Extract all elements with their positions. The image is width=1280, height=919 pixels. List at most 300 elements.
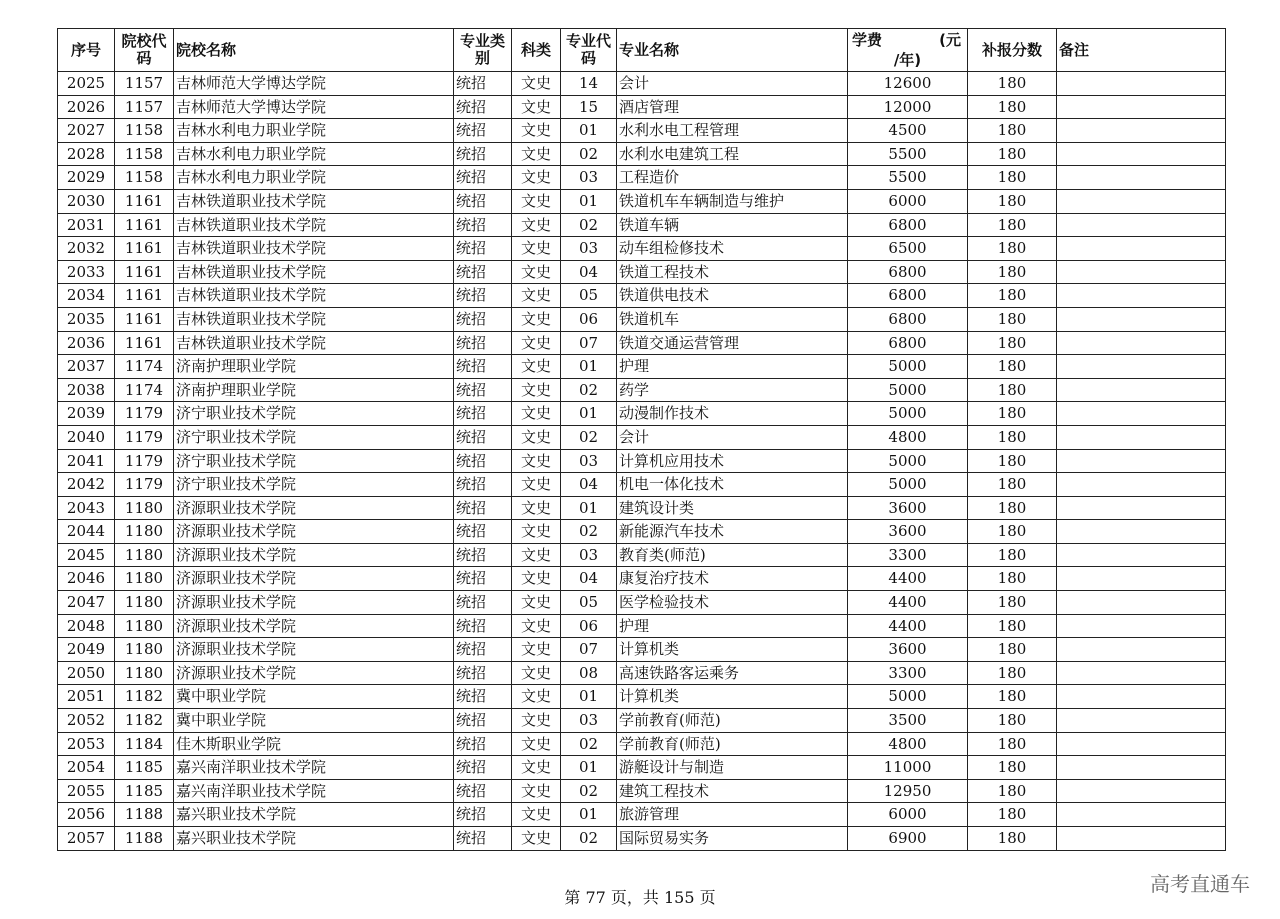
cell-subject: 文史 bbox=[512, 331, 561, 355]
cell-seq: 2032 bbox=[58, 237, 115, 261]
cell-school-name: 吉林水利电力职业学院 bbox=[174, 166, 454, 190]
cell-major-code: 01 bbox=[561, 402, 617, 426]
table-row bbox=[58, 803, 1226, 827]
cell-major-name: 药学 bbox=[617, 378, 848, 402]
cell-major-type: 统招 bbox=[454, 496, 512, 520]
cell-fee: 4400 bbox=[848, 591, 968, 615]
cell-major-code: 01 bbox=[561, 496, 617, 520]
cell-major-code: 04 bbox=[561, 473, 617, 497]
cell-major-name: 护理 bbox=[617, 355, 848, 379]
cell-major-name: 会计 bbox=[617, 72, 848, 96]
cell-school-name: 济源职业技术学院 bbox=[174, 638, 454, 662]
cell-major-name: 水利水电建筑工程 bbox=[617, 142, 848, 166]
cell-note bbox=[1057, 142, 1226, 166]
cell-major-type: 统招 bbox=[454, 614, 512, 638]
cell-major-type: 统招 bbox=[454, 425, 512, 449]
cell-major-code: 06 bbox=[561, 614, 617, 638]
cell-seq: 2035 bbox=[58, 307, 115, 331]
table-row bbox=[58, 378, 1226, 402]
cell-subject: 文史 bbox=[512, 402, 561, 426]
header-seq: 序号 bbox=[58, 29, 115, 72]
watermark: 高考直通车 bbox=[1150, 872, 1250, 896]
cell-school-code: 1161 bbox=[115, 237, 174, 261]
table-row bbox=[58, 661, 1226, 685]
cell-major-name: 动车组检修技术 bbox=[617, 237, 848, 261]
cell-major-name: 新能源汽车技术 bbox=[617, 520, 848, 544]
cell-major-code: 01 bbox=[561, 685, 617, 709]
cell-major-name: 康复治疗技术 bbox=[617, 567, 848, 591]
cell-score: 180 bbox=[968, 449, 1057, 473]
cell-major-name: 建筑设计类 bbox=[617, 496, 848, 520]
cell-school-code: 1157 bbox=[115, 72, 174, 96]
cell-school-name: 冀中职业学院 bbox=[174, 709, 454, 733]
header-fee-label: 学费 bbox=[852, 31, 883, 49]
cell-school-name: 嘉兴职业技术学院 bbox=[174, 803, 454, 827]
cell-major-code: 15 bbox=[561, 95, 617, 119]
table-row bbox=[58, 142, 1226, 166]
cell-seq: 2042 bbox=[58, 473, 115, 497]
header-school-name: 院校名称 bbox=[174, 29, 454, 72]
cell-fee: 3600 bbox=[848, 496, 968, 520]
cell-school-name: 吉林铁道职业技术学院 bbox=[174, 284, 454, 308]
cell-school-name: 济源职业技术学院 bbox=[174, 591, 454, 615]
cell-note bbox=[1057, 591, 1226, 615]
table-row bbox=[58, 402, 1226, 426]
cell-note bbox=[1057, 827, 1226, 851]
cell-major-code: 02 bbox=[561, 213, 617, 237]
cell-seq: 2034 bbox=[58, 284, 115, 308]
cell-major-type: 统招 bbox=[454, 803, 512, 827]
cell-note bbox=[1057, 496, 1226, 520]
cell-major-type: 统招 bbox=[454, 473, 512, 497]
cell-major-name: 水利水电工程管理 bbox=[617, 119, 848, 143]
cell-school-name: 吉林水利电力职业学院 bbox=[174, 142, 454, 166]
cell-major-type: 统招 bbox=[454, 661, 512, 685]
cell-school-name: 吉林铁道职业技术学院 bbox=[174, 237, 454, 261]
cell-school-name: 冀中职业学院 bbox=[174, 685, 454, 709]
cell-major-name: 会计 bbox=[617, 425, 848, 449]
header-note: 备注 bbox=[1057, 29, 1226, 72]
table-row bbox=[58, 237, 1226, 261]
cell-seq: 2052 bbox=[58, 709, 115, 733]
cell-subject: 文史 bbox=[512, 779, 561, 803]
header-major-name: 专业名称 bbox=[617, 29, 848, 72]
cell-seq: 2051 bbox=[58, 685, 115, 709]
cell-major-type: 统招 bbox=[454, 142, 512, 166]
table-row bbox=[58, 614, 1226, 638]
cell-subject: 文史 bbox=[512, 591, 561, 615]
cell-fee: 6800 bbox=[848, 260, 968, 284]
cell-major-code: 06 bbox=[561, 307, 617, 331]
cell-subject: 文史 bbox=[512, 142, 561, 166]
cell-major-type: 统招 bbox=[454, 284, 512, 308]
cell-school-name: 济源职业技术学院 bbox=[174, 543, 454, 567]
cell-score: 180 bbox=[968, 496, 1057, 520]
cell-score: 180 bbox=[968, 591, 1057, 615]
cell-subject: 文史 bbox=[512, 543, 561, 567]
cell-score: 180 bbox=[968, 732, 1057, 756]
cell-subject: 文史 bbox=[512, 189, 561, 213]
cell-fee: 6500 bbox=[848, 237, 968, 261]
cell-note bbox=[1057, 307, 1226, 331]
cell-major-code: 01 bbox=[561, 355, 617, 379]
cell-school-name: 嘉兴职业技术学院 bbox=[174, 827, 454, 851]
cell-fee: 4400 bbox=[848, 614, 968, 638]
cell-school-name: 济南护理职业学院 bbox=[174, 355, 454, 379]
cell-major-code: 02 bbox=[561, 827, 617, 851]
cell-school-name: 嘉兴南洋职业技术学院 bbox=[174, 756, 454, 780]
cell-note bbox=[1057, 402, 1226, 426]
cell-fee: 4400 bbox=[848, 567, 968, 591]
cell-fee: 5000 bbox=[848, 449, 968, 473]
table-row bbox=[58, 260, 1226, 284]
table-row bbox=[58, 732, 1226, 756]
header-subject: 科类 bbox=[512, 29, 561, 72]
cell-school-code: 1180 bbox=[115, 661, 174, 685]
cell-seq: 2027 bbox=[58, 119, 115, 143]
cell-note bbox=[1057, 378, 1226, 402]
cell-seq: 2055 bbox=[58, 779, 115, 803]
cell-score: 180 bbox=[968, 166, 1057, 190]
cell-subject: 文史 bbox=[512, 685, 561, 709]
cell-note bbox=[1057, 614, 1226, 638]
cell-school-name: 济源职业技术学院 bbox=[174, 661, 454, 685]
cell-school-code: 1182 bbox=[115, 685, 174, 709]
cell-score: 180 bbox=[968, 95, 1057, 119]
cell-major-type: 统招 bbox=[454, 591, 512, 615]
cell-fee: 6900 bbox=[848, 827, 968, 851]
cell-major-name: 铁道工程技术 bbox=[617, 260, 848, 284]
cell-fee: 6800 bbox=[848, 331, 968, 355]
cell-major-type: 统招 bbox=[454, 827, 512, 851]
cell-subject: 文史 bbox=[512, 425, 561, 449]
cell-subject: 文史 bbox=[512, 567, 561, 591]
cell-score: 180 bbox=[968, 307, 1057, 331]
header-major-code: 专业代码 bbox=[561, 29, 617, 72]
cell-score: 180 bbox=[968, 803, 1057, 827]
cell-note bbox=[1057, 567, 1226, 591]
cell-major-code: 01 bbox=[561, 119, 617, 143]
cell-fee: 5000 bbox=[848, 378, 968, 402]
cell-school-code: 1161 bbox=[115, 213, 174, 237]
cell-major-name: 铁道机车 bbox=[617, 307, 848, 331]
cell-school-code: 1180 bbox=[115, 591, 174, 615]
cell-major-name: 医学检验技术 bbox=[617, 591, 848, 615]
cell-major-code: 02 bbox=[561, 378, 617, 402]
cell-note bbox=[1057, 119, 1226, 143]
cell-major-type: 统招 bbox=[454, 355, 512, 379]
cell-school-code: 1161 bbox=[115, 331, 174, 355]
cell-score: 180 bbox=[968, 685, 1057, 709]
table-row bbox=[58, 591, 1226, 615]
cell-major-type: 统招 bbox=[454, 638, 512, 662]
cell-subject: 文史 bbox=[512, 496, 561, 520]
cell-major-name: 学前教育(师范) bbox=[617, 709, 848, 733]
cell-fee: 3600 bbox=[848, 520, 968, 544]
cell-major-type: 统招 bbox=[454, 520, 512, 544]
cell-school-code: 1184 bbox=[115, 732, 174, 756]
header-score: 补报分数 bbox=[968, 29, 1057, 72]
table-row bbox=[58, 779, 1226, 803]
cell-major-code: 01 bbox=[561, 803, 617, 827]
cell-major-code: 07 bbox=[561, 331, 617, 355]
cell-major-type: 统招 bbox=[454, 378, 512, 402]
cell-subject: 文史 bbox=[512, 355, 561, 379]
cell-subject: 文史 bbox=[512, 661, 561, 685]
cell-major-name: 护理 bbox=[617, 614, 848, 638]
cell-school-name: 吉林铁道职业技术学院 bbox=[174, 331, 454, 355]
cell-subject: 文史 bbox=[512, 237, 561, 261]
cell-major-type: 统招 bbox=[454, 95, 512, 119]
cell-major-code: 08 bbox=[561, 661, 617, 685]
cell-major-type: 统招 bbox=[454, 402, 512, 426]
cell-note bbox=[1057, 661, 1226, 685]
cell-school-name: 济宁职业技术学院 bbox=[174, 402, 454, 426]
cell-fee: 3300 bbox=[848, 661, 968, 685]
cell-school-code: 1180 bbox=[115, 638, 174, 662]
cell-subject: 文史 bbox=[512, 260, 561, 284]
cell-school-name: 济源职业技术学院 bbox=[174, 496, 454, 520]
cell-score: 180 bbox=[968, 378, 1057, 402]
cell-major-type: 统招 bbox=[454, 189, 512, 213]
cell-school-code: 1179 bbox=[115, 402, 174, 426]
cell-seq: 2030 bbox=[58, 189, 115, 213]
table-row bbox=[58, 449, 1226, 473]
cell-fee: 6800 bbox=[848, 307, 968, 331]
cell-note bbox=[1057, 473, 1226, 497]
cell-school-name: 嘉兴南洋职业技术学院 bbox=[174, 779, 454, 803]
cell-major-code: 07 bbox=[561, 638, 617, 662]
table-row bbox=[58, 72, 1226, 96]
cell-school-name: 吉林水利电力职业学院 bbox=[174, 119, 454, 143]
cell-note bbox=[1057, 520, 1226, 544]
cell-school-name: 济源职业技术学院 bbox=[174, 614, 454, 638]
cell-major-name: 高速铁路客运乘务 bbox=[617, 661, 848, 685]
cell-fee: 5500 bbox=[848, 166, 968, 190]
cell-subject: 文史 bbox=[512, 756, 561, 780]
table-row bbox=[58, 331, 1226, 355]
cell-subject: 文史 bbox=[512, 449, 561, 473]
cell-school-code: 1157 bbox=[115, 95, 174, 119]
cell-seq: 2026 bbox=[58, 95, 115, 119]
cell-score: 180 bbox=[968, 567, 1057, 591]
table-row bbox=[58, 685, 1226, 709]
cell-school-name: 吉林师范大学博达学院 bbox=[174, 95, 454, 119]
cell-note bbox=[1057, 166, 1226, 190]
cell-major-code: 02 bbox=[561, 779, 617, 803]
cell-fee: 11000 bbox=[848, 756, 968, 780]
cell-major-name: 铁道车辆 bbox=[617, 213, 848, 237]
cell-subject: 文史 bbox=[512, 378, 561, 402]
cell-subject: 文史 bbox=[512, 307, 561, 331]
cell-score: 180 bbox=[968, 331, 1057, 355]
cell-seq: 2045 bbox=[58, 543, 115, 567]
cell-score: 180 bbox=[968, 260, 1057, 284]
cell-school-name: 济南护理职业学院 bbox=[174, 378, 454, 402]
cell-fee: 4800 bbox=[848, 732, 968, 756]
cell-fee: 12000 bbox=[848, 95, 968, 119]
cell-major-name: 学前教育(师范) bbox=[617, 732, 848, 756]
cell-score: 180 bbox=[968, 425, 1057, 449]
cell-note bbox=[1057, 638, 1226, 662]
cell-score: 180 bbox=[968, 284, 1057, 308]
cell-fee: 3600 bbox=[848, 638, 968, 662]
cell-fee: 5000 bbox=[848, 685, 968, 709]
cell-school-name: 吉林铁道职业技术学院 bbox=[174, 213, 454, 237]
cell-note bbox=[1057, 756, 1226, 780]
table-row bbox=[58, 425, 1226, 449]
cell-school-code: 1179 bbox=[115, 473, 174, 497]
cell-major-code: 03 bbox=[561, 166, 617, 190]
table-row bbox=[58, 496, 1226, 520]
cell-major-code: 02 bbox=[561, 520, 617, 544]
table-row bbox=[58, 307, 1226, 331]
cell-fee: 4800 bbox=[848, 425, 968, 449]
cell-score: 180 bbox=[968, 543, 1057, 567]
cell-score: 180 bbox=[968, 473, 1057, 497]
table-row bbox=[58, 827, 1226, 851]
cell-school-code: 1158 bbox=[115, 166, 174, 190]
cell-seq: 2048 bbox=[58, 614, 115, 638]
cell-note bbox=[1057, 779, 1226, 803]
cell-major-code: 01 bbox=[561, 756, 617, 780]
cell-major-code: 01 bbox=[561, 189, 617, 213]
cell-subject: 文史 bbox=[512, 473, 561, 497]
cell-subject: 文史 bbox=[512, 803, 561, 827]
cell-note bbox=[1057, 709, 1226, 733]
cell-major-type: 统招 bbox=[454, 119, 512, 143]
cell-seq: 2031 bbox=[58, 213, 115, 237]
cell-fee: 6800 bbox=[848, 213, 968, 237]
cell-major-name: 旅游管理 bbox=[617, 803, 848, 827]
table-header-row bbox=[58, 29, 1226, 72]
cell-fee: 5500 bbox=[848, 142, 968, 166]
cell-fee: 5000 bbox=[848, 355, 968, 379]
cell-major-type: 统招 bbox=[454, 685, 512, 709]
cell-school-code: 1185 bbox=[115, 779, 174, 803]
cell-score: 180 bbox=[968, 779, 1057, 803]
cell-seq: 2033 bbox=[58, 260, 115, 284]
cell-school-name: 济宁职业技术学院 bbox=[174, 473, 454, 497]
cell-school-name: 吉林铁道职业技术学院 bbox=[174, 189, 454, 213]
cell-major-code: 02 bbox=[561, 142, 617, 166]
cell-score: 180 bbox=[968, 709, 1057, 733]
cell-school-code: 1188 bbox=[115, 827, 174, 851]
cell-score: 180 bbox=[968, 213, 1057, 237]
cell-major-code: 03 bbox=[561, 709, 617, 733]
cell-major-code: 03 bbox=[561, 543, 617, 567]
cell-school-name: 吉林师范大学博达学院 bbox=[174, 72, 454, 96]
cell-school-code: 1179 bbox=[115, 425, 174, 449]
cell-major-name: 建筑工程技术 bbox=[617, 779, 848, 803]
cell-note bbox=[1057, 237, 1226, 261]
cell-score: 180 bbox=[968, 661, 1057, 685]
cell-subject: 文史 bbox=[512, 166, 561, 190]
cell-fee: 5000 bbox=[848, 402, 968, 426]
table-row bbox=[58, 709, 1226, 733]
cell-major-type: 统招 bbox=[454, 237, 512, 261]
header-fee-unit-a: (元 bbox=[939, 31, 961, 49]
cell-note bbox=[1057, 260, 1226, 284]
cell-major-name: 游艇设计与制造 bbox=[617, 756, 848, 780]
cell-subject: 文史 bbox=[512, 732, 561, 756]
cell-school-name: 吉林铁道职业技术学院 bbox=[174, 307, 454, 331]
cell-major-code: 04 bbox=[561, 567, 617, 591]
cell-school-code: 1180 bbox=[115, 496, 174, 520]
page-footer: 第 77 页，共 155 页 bbox=[564, 888, 716, 907]
cell-seq: 2025 bbox=[58, 72, 115, 96]
cell-major-name: 国际贸易实务 bbox=[617, 827, 848, 851]
cell-major-type: 统招 bbox=[454, 72, 512, 96]
cell-score: 180 bbox=[968, 237, 1057, 261]
cell-note bbox=[1057, 685, 1226, 709]
cell-seq: 2047 bbox=[58, 591, 115, 615]
cell-note bbox=[1057, 213, 1226, 237]
cell-major-name: 计算机类 bbox=[617, 638, 848, 662]
cell-school-code: 1188 bbox=[115, 803, 174, 827]
cell-school-code: 1161 bbox=[115, 189, 174, 213]
table-body bbox=[58, 72, 1226, 851]
cell-note bbox=[1057, 189, 1226, 213]
cell-fee: 6800 bbox=[848, 284, 968, 308]
cell-major-code: 05 bbox=[561, 591, 617, 615]
cell-fee: 12950 bbox=[848, 779, 968, 803]
cell-note bbox=[1057, 803, 1226, 827]
cell-note bbox=[1057, 355, 1226, 379]
cell-fee: 6000 bbox=[848, 803, 968, 827]
table-row bbox=[58, 189, 1226, 213]
table-row bbox=[58, 473, 1226, 497]
cell-score: 180 bbox=[968, 72, 1057, 96]
cell-note bbox=[1057, 72, 1226, 96]
table-row bbox=[58, 119, 1226, 143]
cell-major-type: 统招 bbox=[454, 449, 512, 473]
cell-score: 180 bbox=[968, 827, 1057, 851]
cell-major-code: 05 bbox=[561, 284, 617, 308]
cell-note bbox=[1057, 425, 1226, 449]
cell-subject: 文史 bbox=[512, 284, 561, 308]
cell-score: 180 bbox=[968, 189, 1057, 213]
cell-major-code: 04 bbox=[561, 260, 617, 284]
cell-major-code: 03 bbox=[561, 449, 617, 473]
cell-seq: 2038 bbox=[58, 378, 115, 402]
cell-seq: 2044 bbox=[58, 520, 115, 544]
cell-score: 180 bbox=[968, 142, 1057, 166]
cell-subject: 文史 bbox=[512, 119, 561, 143]
cell-subject: 文史 bbox=[512, 95, 561, 119]
cell-school-name: 济源职业技术学院 bbox=[174, 567, 454, 591]
cell-major-code: 02 bbox=[561, 425, 617, 449]
cell-school-code: 1180 bbox=[115, 614, 174, 638]
cell-score: 180 bbox=[968, 614, 1057, 638]
cell-subject: 文史 bbox=[512, 614, 561, 638]
cell-subject: 文史 bbox=[512, 827, 561, 851]
cell-major-type: 统招 bbox=[454, 756, 512, 780]
cell-school-code: 1158 bbox=[115, 119, 174, 143]
table-row bbox=[58, 638, 1226, 662]
cell-fee: 3300 bbox=[848, 543, 968, 567]
header-fee bbox=[848, 29, 968, 72]
cell-major-type: 统招 bbox=[454, 709, 512, 733]
cell-score: 180 bbox=[968, 520, 1057, 544]
table-row bbox=[58, 95, 1226, 119]
cell-score: 180 bbox=[968, 119, 1057, 143]
cell-score: 180 bbox=[968, 638, 1057, 662]
cell-fee: 5000 bbox=[848, 473, 968, 497]
cell-fee: 6000 bbox=[848, 189, 968, 213]
cell-school-code: 1179 bbox=[115, 449, 174, 473]
cell-subject: 文史 bbox=[512, 638, 561, 662]
